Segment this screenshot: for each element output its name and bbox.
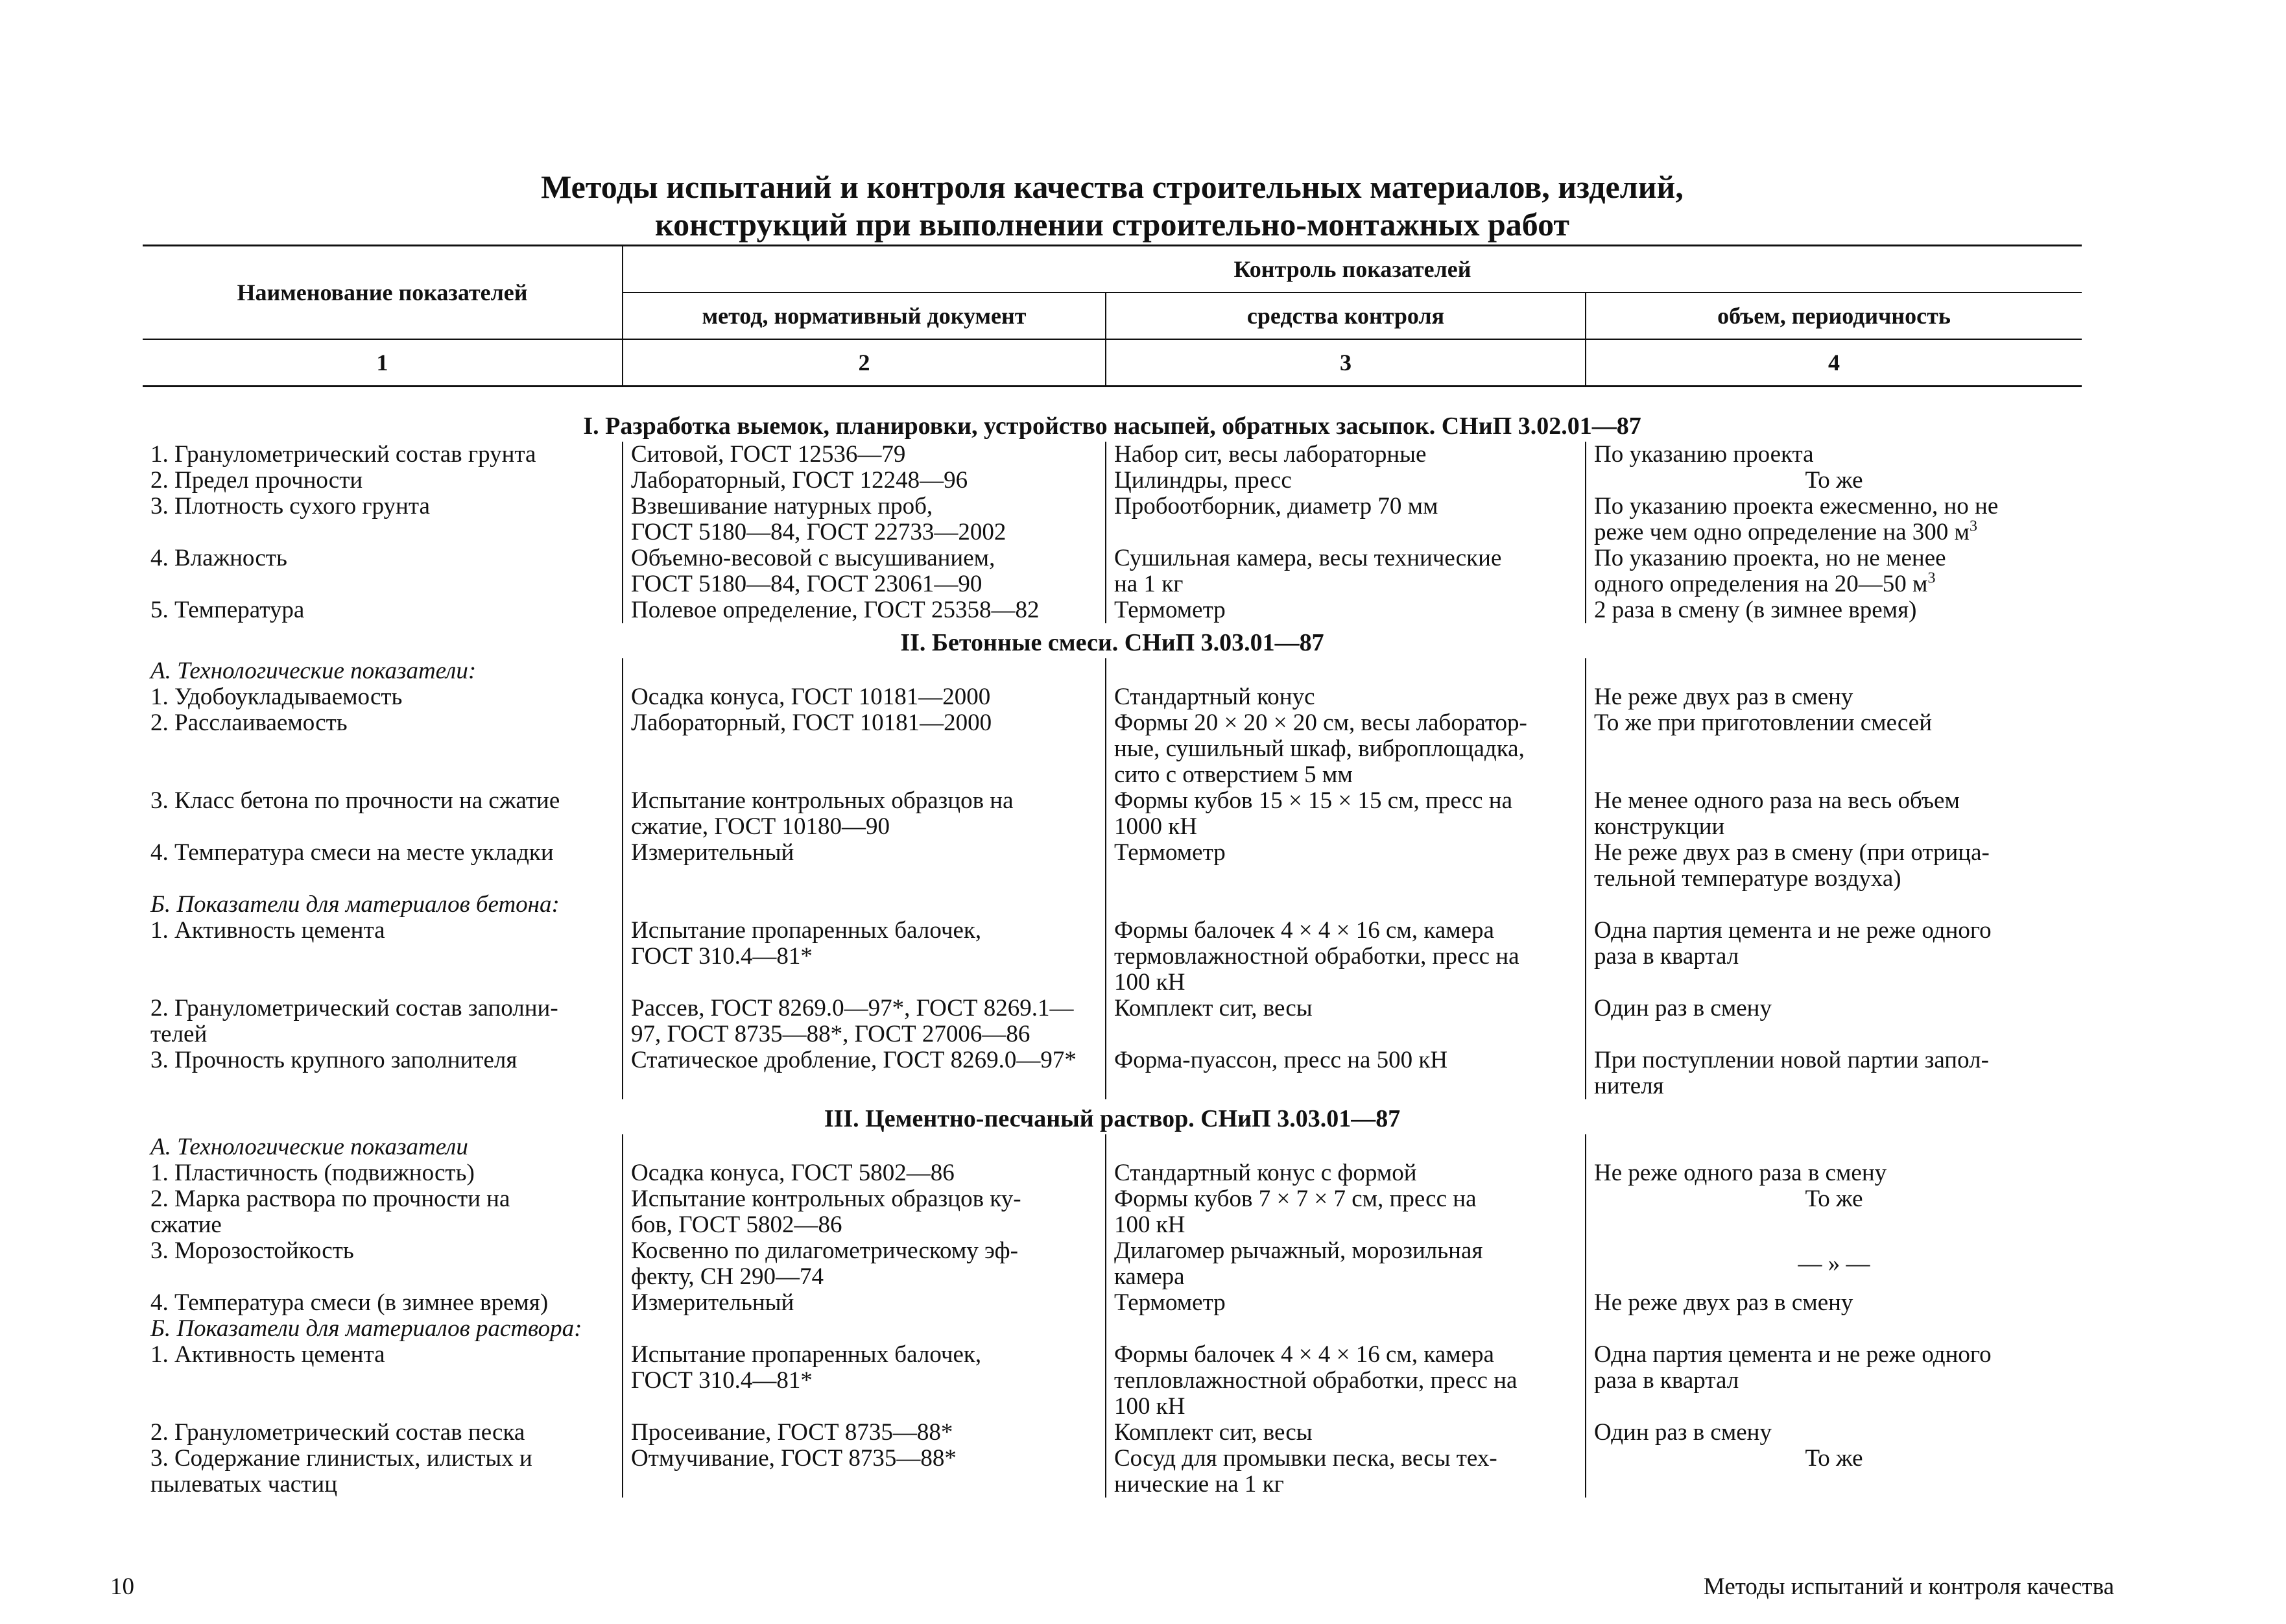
text-line: Взвешивание натурных проб, — [631, 493, 933, 519]
text-line: термовлажностной обработки, пресс на — [1114, 943, 1519, 970]
means-cell — [1106, 545, 1586, 597]
table-row — [143, 597, 2082, 623]
empty-cell — [1586, 1134, 2082, 1160]
subsection-title: Б. Показатели для материалов бетона: — [150, 891, 560, 918]
method-cell — [623, 1238, 1106, 1290]
means-cell: Пробоотборник, диаметр 70 мм — [1106, 494, 1586, 545]
text-line: раза в квартал — [1594, 1367, 1739, 1394]
means-cell: Комплект сит, весы — [1106, 996, 1586, 1047]
volume-cell: Не реже двух раз в смену — [1586, 1290, 2082, 1316]
means-cell: Набор сит, весы лабораторные — [1106, 442, 1586, 468]
header-volume: объем, периодичность — [1586, 293, 2082, 339]
header-method: метод, нормативный документ — [623, 293, 1106, 339]
text-line: Формы кубов 15 × 15 × 15 см, пресс на — [1114, 787, 1512, 814]
indicator-cell: 3. Плотность сухого грунта — [150, 493, 430, 519]
running-footer-title: Методы испытаний и контроля качества — [1703, 1573, 2114, 1600]
method-cell: Полевое определение, ГОСТ 25358—82 — [623, 597, 1106, 623]
indicator-cell: 4. Температура смеси на месте укладки — [150, 839, 554, 866]
text-line: Формы 20 × 20 × 20 см, весы лаборатор- — [1114, 710, 1527, 736]
text-line: камера — [1114, 1263, 1185, 1290]
text-line: конструкции — [1594, 813, 1725, 840]
text-line: тельной температуре воздуха) — [1594, 865, 1901, 892]
table-row — [143, 918, 2082, 996]
indicator-cell: 3. Морозостойкость — [150, 1237, 354, 1264]
empty-cell — [1586, 658, 2082, 684]
text-line: нителя — [1594, 1073, 1664, 1099]
text-line: бов, ГОСТ 5802—86 — [631, 1212, 842, 1238]
empty-cell — [623, 1134, 1106, 1160]
volume-cell — [1586, 840, 2082, 892]
table-row — [143, 710, 2082, 788]
text-line: Объемно-весовой с высушиванием, — [631, 545, 995, 571]
text-line: сито с отверстием 5 мм — [1114, 761, 1353, 788]
table-row — [143, 545, 2082, 597]
volume-cell — [1586, 494, 2082, 545]
text-line: При поступлении новой партии запол- — [1594, 1047, 1989, 1073]
empty-cell — [623, 892, 1106, 918]
empty-cell — [1586, 892, 2082, 918]
header-num-4: 4 — [1586, 339, 2082, 387]
volume-cell: По указанию проекта — [1586, 442, 2082, 468]
method-cell: Отмучивание, ГОСТ 8735—88* — [623, 1446, 1106, 1498]
empty-cell — [1106, 658, 1586, 684]
table-row — [143, 892, 2082, 918]
text-line: Сосуд для промывки песка, весы тех- — [1114, 1445, 1497, 1472]
means-cell: Термометр — [1106, 840, 1586, 892]
indicator-cell — [143, 1446, 623, 1498]
volume-cell — [1586, 918, 2082, 996]
table-row — [143, 1160, 2082, 1186]
method-cell — [623, 1186, 1106, 1238]
text-line: пылеватых частиц — [150, 1471, 337, 1498]
text-line: По указанию проекта ежесменно, но не — [1594, 493, 1999, 519]
means-cell: Стандартный конус с формой — [1106, 1160, 1586, 1186]
section-title: I. Разработка выемок, планировки, устройство насыпей, обратных засыпок. СНиП 3.02.01—87 — [583, 412, 1641, 440]
text-line: 100 кН — [1114, 1393, 1185, 1420]
header-control-group: Контроль показателей — [623, 246, 2082, 293]
text-line: Формы кубов 7 × 7 × 7 см, пресс на — [1114, 1186, 1477, 1212]
indicator-cell — [143, 996, 623, 1047]
text-line: 100 кН — [1114, 1212, 1185, 1238]
method-cell — [623, 545, 1106, 597]
volume-cell — [1586, 545, 2082, 597]
text-line: ГОСТ 310.4—81* — [631, 1367, 813, 1394]
text-line: 2. Гранулометрический состав заполни- — [150, 995, 558, 1021]
header-num-1: 1 — [143, 339, 623, 387]
empty-cell — [1586, 1316, 2082, 1342]
text-line: Формы балочек 4 × 4 × 16 см, камера — [1114, 1341, 1494, 1368]
text-line: Испытание пропаренных балочек, — [631, 1341, 982, 1368]
method-cell — [623, 996, 1106, 1047]
table-row — [143, 1238, 2082, 1290]
text-line: сжатие, ГОСТ 10180—90 — [631, 813, 890, 840]
subsection-title: Б. Показатели для материалов раствора: — [150, 1315, 582, 1342]
means-cell — [1106, 788, 1586, 840]
text-line: Сушильная камера, весы технические — [1114, 545, 1502, 571]
text-line: Не менее одного раза на весь объем — [1594, 787, 1960, 814]
page-number: 10 — [110, 1573, 134, 1600]
indicator-cell: 3. Прочность крупного заполнителя — [150, 1047, 518, 1073]
indicator-cell: 2. Гранулометрический состав песка — [150, 1419, 525, 1446]
empty-cell — [623, 1316, 1106, 1342]
table-row — [143, 468, 2082, 494]
volume-cell: Один раз в смену — [1586, 996, 2082, 1047]
text-line: ГОСТ 5180—84, ГОСТ 23061—90 — [631, 571, 982, 597]
empty-cell — [1106, 1134, 1586, 1160]
method-cell: Лабораторный, ГОСТ 10181—2000 — [623, 710, 1106, 788]
method-cell: Измерительный — [623, 840, 1106, 892]
subsection-title: А. Технологические показатели: — [150, 658, 477, 684]
indicator-cell: 1. Удобоукладываемость — [150, 684, 403, 710]
text-line: сжатие — [150, 1212, 222, 1238]
text-line: 100 кН — [1114, 969, 1185, 996]
text-line: телей — [150, 1021, 208, 1047]
text-line: фекту, СН 290—74 — [631, 1263, 824, 1290]
text-line: Косвенно по дилагометрическому эф- — [631, 1237, 1018, 1264]
text-line: ГОСТ 310.4—81* — [631, 943, 813, 970]
text-line: 1000 кН — [1114, 813, 1197, 840]
means-cell: Стандартный конус — [1106, 684, 1586, 710]
method-cell: Ситовой, ГОСТ 12536—79 — [623, 442, 1106, 468]
document-title-line-2: конструкций при выполнении строительно-монтажных работ — [654, 206, 1569, 243]
table-row — [143, 1134, 2082, 1160]
text-line: на 1 кг — [1114, 571, 1184, 597]
indicator-cell: 1. Пластичность (подвижность) — [150, 1160, 475, 1186]
indicator-cell: 1. Гранулометрический состав грунта — [150, 441, 536, 468]
volume-cell: 2 раза в смену (в зимнее время) — [1586, 597, 2082, 623]
table-row — [143, 1446, 2082, 1498]
text-line: раза в квартал — [1594, 943, 1739, 970]
method-cell — [623, 788, 1106, 840]
superscript: 3 — [1969, 518, 1977, 535]
indicator-cell — [143, 1186, 623, 1238]
indicator-cell: 2. Расслаиваемость — [150, 710, 348, 736]
text-line: 97, ГОСТ 8735—88*, ГОСТ 27006—86 — [631, 1021, 1030, 1047]
section-title: II. Бетонные смеси. СНиП 3.03.01—87 — [900, 629, 1324, 656]
superscript: 3 — [1927, 569, 1936, 587]
section-title: III. Цементно-песчаный раствор. СНиП 3.03.01—87 — [824, 1105, 1401, 1132]
text-line: Не реже двух раз в смену (при отрица- — [1594, 839, 1990, 866]
empty-cell — [1106, 1316, 1586, 1342]
table-row — [143, 1342, 2082, 1420]
table-row — [143, 658, 2082, 684]
text-line: Испытание контрольных образцов на — [631, 787, 1014, 814]
text-line: Дилагомер рычажный, морозильная — [1114, 1237, 1483, 1264]
volume-cell: То же — [1586, 468, 2082, 494]
indicator-cell: 1. Активность цемента — [150, 917, 385, 944]
method-cell — [623, 1342, 1106, 1420]
means-cell — [1106, 1186, 1586, 1238]
text-line: Формы балочек 4 × 4 × 16 см, камера — [1114, 917, 1494, 944]
table-row — [143, 788, 2082, 840]
header-num-2: 2 — [623, 339, 1106, 387]
indicator-cell: 2. Предел прочности — [150, 467, 363, 494]
means-cell: Термометр — [1106, 1290, 1586, 1316]
text-line: ные, сушильный шкаф, виброплощадка, — [1114, 735, 1525, 762]
text-line: ГОСТ 5180—84, ГОСТ 22733—2002 — [631, 519, 1006, 545]
method-cell: Измерительный — [623, 1290, 1106, 1316]
text-line: Испытание пропаренных балочек, — [631, 917, 982, 944]
volume-cell: То же — [1586, 1446, 2082, 1498]
table-row — [143, 684, 2082, 710]
volume-cell: Не реже одного раза в смену — [1586, 1160, 2082, 1186]
means-cell — [1106, 1446, 1586, 1498]
method-cell: Осадка конуса, ГОСТ 5802—86 — [623, 1160, 1106, 1186]
header-means: средства контроля — [1106, 293, 1586, 339]
means-cell — [1106, 710, 1586, 788]
text-line: Рассев, ГОСТ 8269.0—97*, ГОСТ 8269.1— — [631, 995, 1074, 1021]
method-cell: Лабораторный, ГОСТ 12248—96 — [623, 468, 1106, 494]
means-cell — [1106, 1238, 1586, 1290]
text-line: 2. Марка раствора по прочности на — [150, 1186, 510, 1212]
document-title-line-1: Методы испытаний и контроля качества строительных материалов, изделий, — [541, 169, 1684, 205]
method-cell — [623, 918, 1106, 996]
table-row — [143, 840, 2082, 892]
means-cell: Форма-пуассон, пресс на 500 кН — [1106, 1047, 1586, 1099]
indicator-cell: 4. Температура смеси (в зимнее время) — [150, 1289, 549, 1316]
header-indicators: Наименование показателей — [143, 246, 623, 340]
volume-cell: То же — [1586, 1186, 2082, 1238]
volume-cell: Один раз в смену — [1586, 1420, 2082, 1446]
means-cell: Комплект сит, весы — [1106, 1420, 1586, 1446]
text-line: нические на 1 кг — [1114, 1471, 1284, 1498]
method-cell: Статическое дробление, ГОСТ 8269.0—97* — [623, 1047, 1106, 1099]
empty-cell — [623, 658, 1106, 684]
table-row — [143, 442, 2082, 468]
means-cell: Цилиндры, пресс — [1106, 468, 1586, 494]
text-line — [1594, 519, 2074, 545]
text-line: Одна партия цемента и не реже одного — [1594, 1341, 1992, 1368]
empty-cell — [1106, 892, 1586, 918]
table-row — [143, 1290, 2082, 1316]
indicator-cell: 5. Температура — [150, 597, 305, 623]
subsection-title: А. Технологические показатели — [150, 1134, 468, 1160]
indicator-cell: 3. Класс бетона по прочности на сжатие — [150, 787, 560, 814]
table-row — [143, 494, 2082, 545]
text-line: Одна партия цемента и не реже одного — [1594, 917, 1992, 944]
text-fragment: реже чем одно определение на 300 м — [1594, 519, 1970, 545]
volume-cell — [1586, 1047, 2082, 1099]
quality-control-table — [143, 245, 2082, 1498]
text-fragment: одного определения на 20—50 м — [1594, 571, 1928, 597]
text-line: По указанию проекта, но не менее — [1594, 545, 1946, 571]
table-row — [143, 1316, 2082, 1342]
table-row — [143, 996, 2082, 1047]
volume-cell: Не реже двух раз в смену — [1586, 684, 2082, 710]
table-row — [143, 1420, 2082, 1446]
volume-cell: — » — — [1586, 1238, 2082, 1290]
method-cell — [623, 494, 1106, 545]
header-num-3: 3 — [1106, 339, 1586, 387]
method-cell: Осадка конуса, ГОСТ 10181—2000 — [623, 684, 1106, 710]
text-line — [1594, 571, 2074, 597]
volume-cell — [1586, 788, 2082, 840]
indicator-cell: 1. Активность цемента — [150, 1341, 385, 1368]
volume-cell — [1586, 1342, 2082, 1420]
text-line: Испытание контрольных образцов ку- — [631, 1186, 1021, 1212]
table-row — [143, 1186, 2082, 1238]
method-cell: Просеивание, ГОСТ 8735—88* — [623, 1420, 1106, 1446]
indicator-cell: 4. Влажность — [150, 545, 287, 571]
text-line: тепловлажностной обработки, пресс на — [1114, 1367, 1518, 1394]
means-cell: Термометр — [1106, 597, 1586, 623]
volume-cell: То же при приготовлении смесей — [1586, 710, 2082, 788]
means-cell — [1106, 918, 1586, 996]
text-line: 3. Содержание глинистых, илистых и — [150, 1445, 532, 1472]
means-cell — [1106, 1342, 1586, 1420]
table-row — [143, 1047, 2082, 1099]
